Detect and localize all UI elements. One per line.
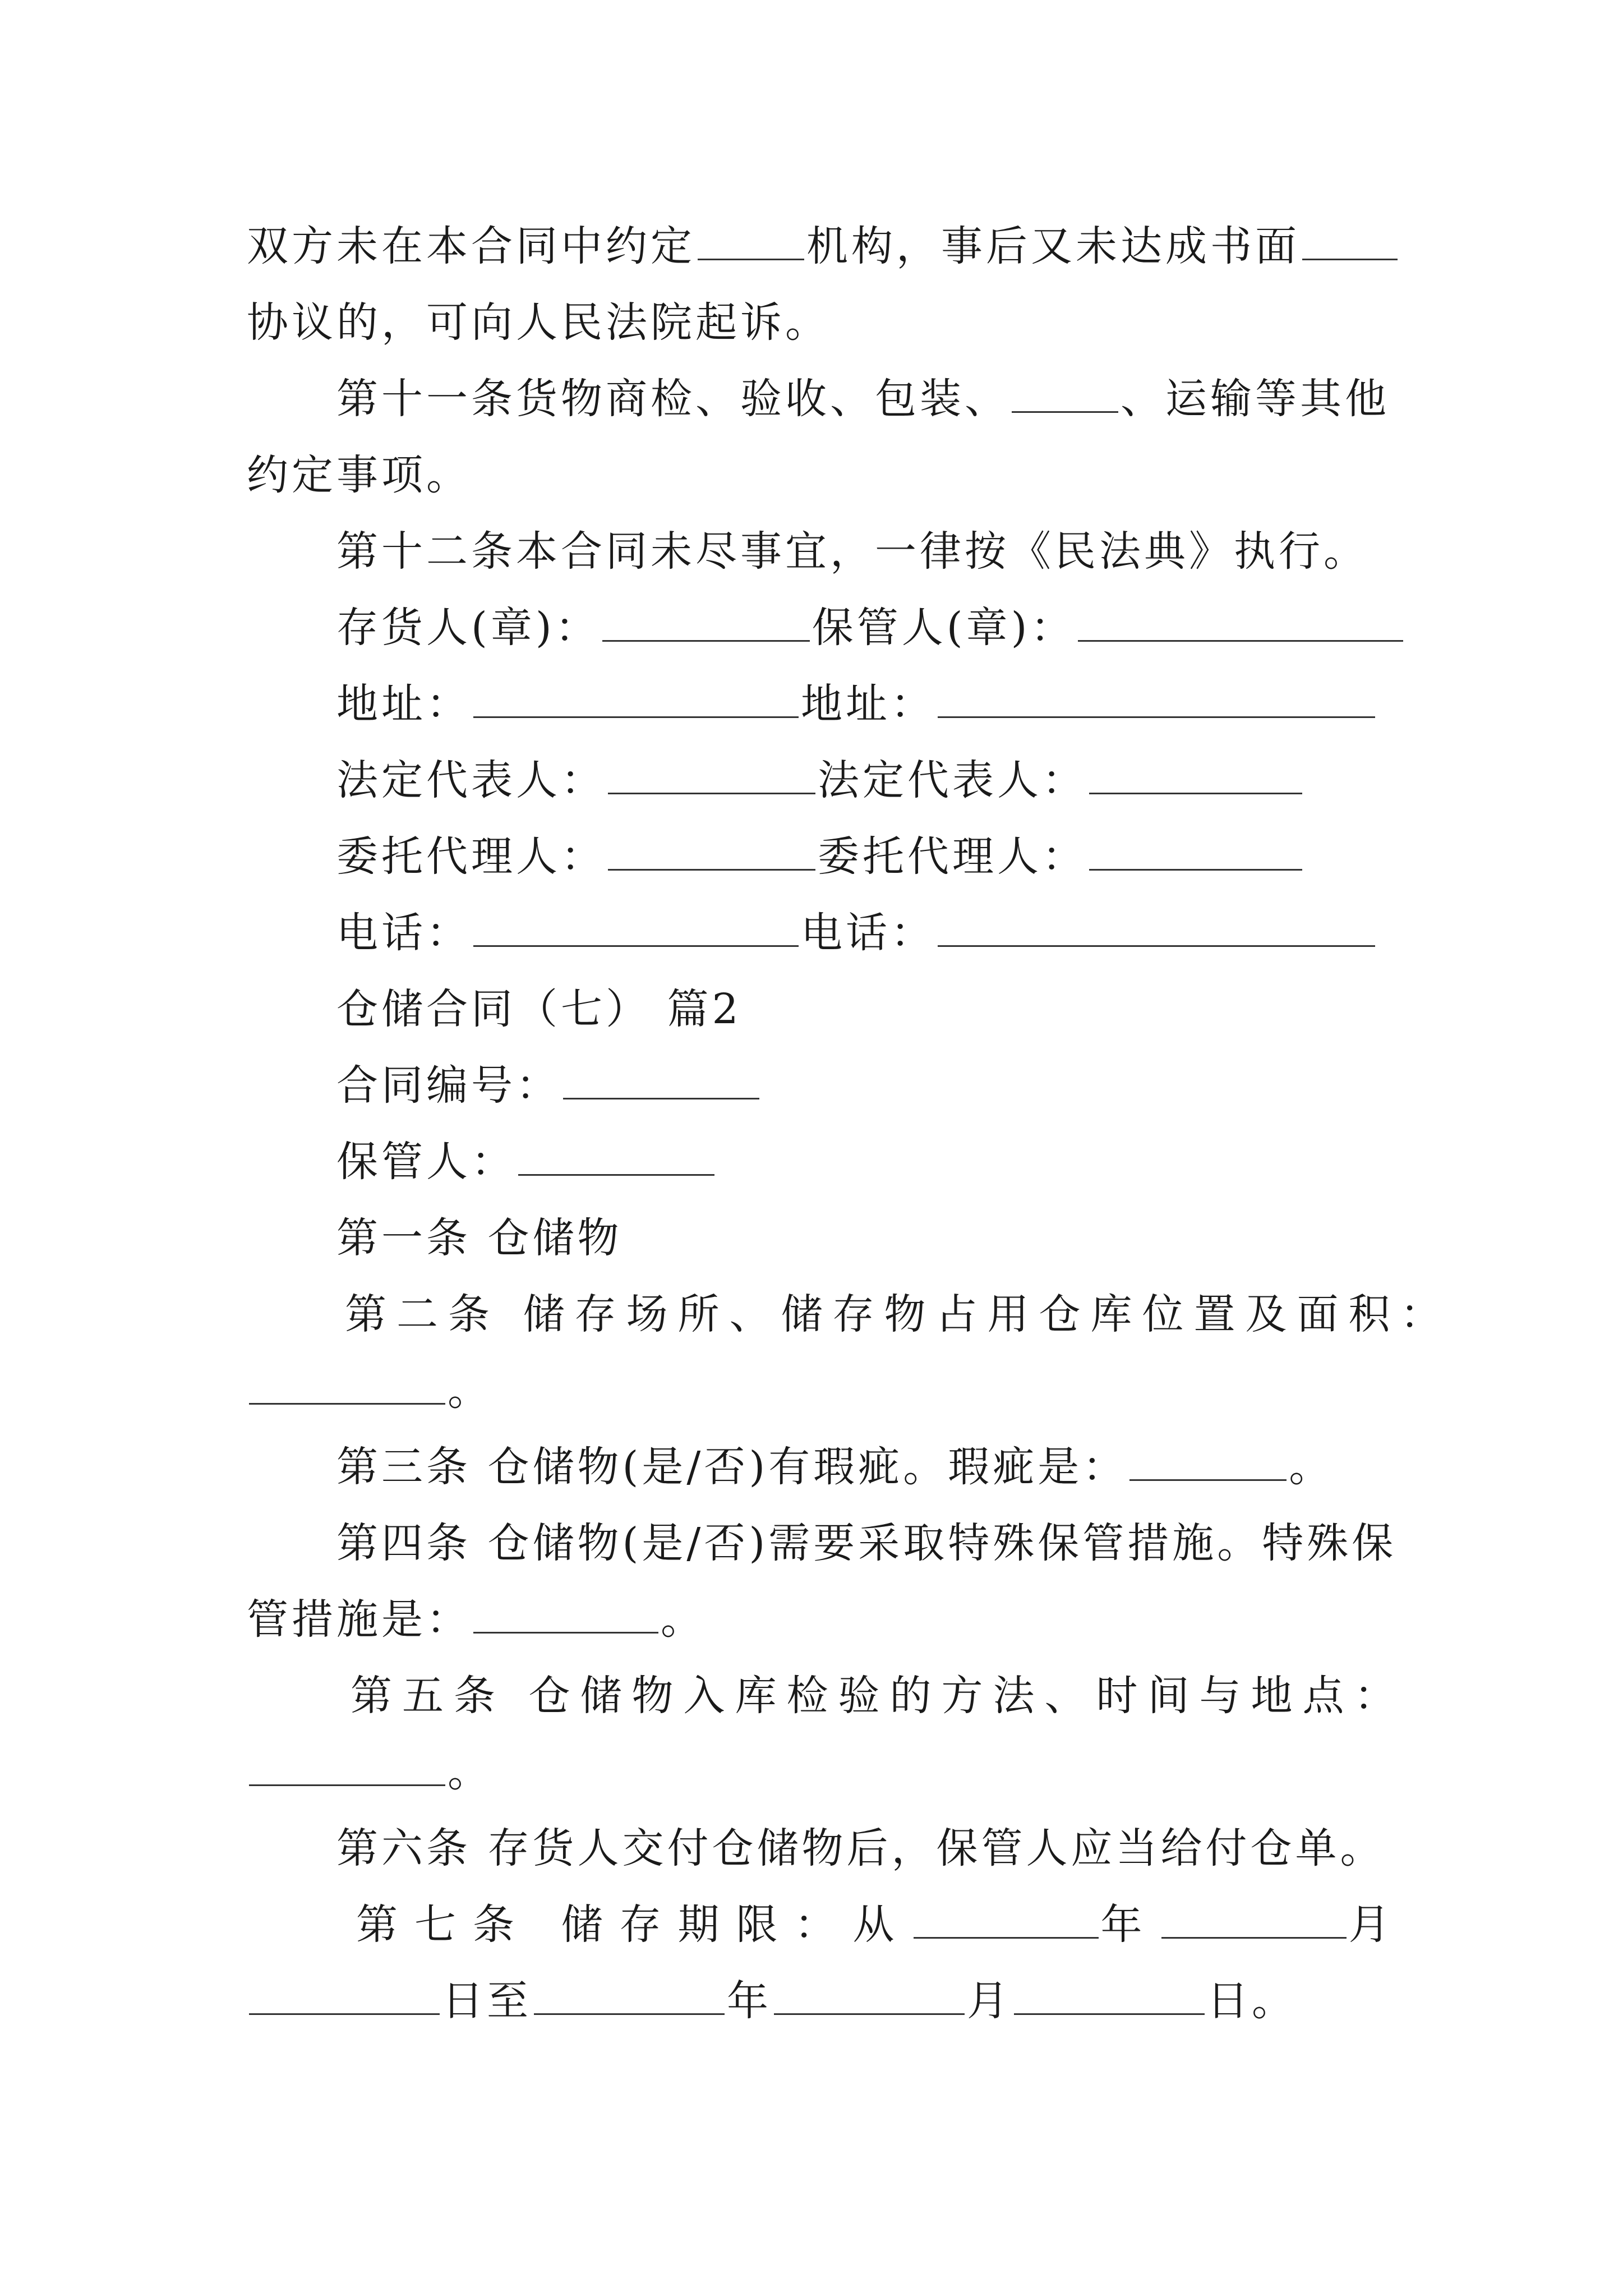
text: 第十二条本合同未尽事宜，一律按《民法典》执行。 [336,527,1368,576]
blank-field [608,866,815,871]
blank-field [249,2010,440,2015]
text: 第五条 仓储物入库检验的方法、时间与地点： [351,1672,1406,1720]
text: 年 [727,1977,772,2025]
label: 地址： [336,680,471,728]
signature-row-legal-rep [336,756,1304,804]
article-3 [336,1443,1334,1491]
custodian-row [336,1138,717,1186]
text: 机构，事后又未达成书面 [806,222,1300,270]
label: 存货人(章)： [336,604,600,652]
blank-field [473,713,799,718]
text: 。 [448,1748,492,1796]
article-5 [351,1672,1406,1720]
blank-field [534,2010,725,2015]
blank-field [938,942,1375,947]
paragraph-line [247,451,471,499]
text: 第四条 仓储物(是/否)需要采取特殊保管措施。特殊保 [336,1519,1397,1567]
blank-field [249,1781,445,1786]
text: 年 [1100,1901,1159,1949]
article-6 [336,1824,1385,1872]
signature-row-depositor [336,604,1405,652]
text: 日。 [1207,1977,1297,2025]
paragraph-line [247,1595,706,1644]
blank-field [1089,789,1302,794]
label: 委托代理人： [818,832,1087,881]
text: 、运输等其他 [1121,375,1390,423]
text: 第一条 仓储物 [336,1214,623,1262]
paragraph-line [247,1366,492,1415]
blank-field [473,942,799,947]
article-11 [336,375,1390,423]
blank-field [602,637,810,642]
article-12 [336,527,1368,576]
blank-field [1089,866,1302,871]
text: 月 [1348,1901,1407,1949]
paragraph-line [247,298,830,347]
blank-field [938,713,1375,718]
label: 保管人(章)： [811,604,1076,652]
text: 第七条 储存期限：从 [356,1901,911,1949]
blank-field [774,2010,965,2015]
text: 约定事项。 [247,451,471,499]
text: 双方未在本合同中约定 [247,222,695,270]
label: 保管人： [336,1138,516,1186]
text: 第六条 存货人交付仓储物后，保管人应当给付仓单。 [336,1824,1385,1872]
blank-field [1161,1934,1347,1939]
blank-field [1129,1476,1287,1481]
article-1 [336,1214,623,1262]
blank-field [914,1934,1099,1939]
text: 。 [1289,1443,1334,1491]
paragraph-line [247,1977,1297,2025]
label: 合同编号： [336,1061,561,1110]
paragraph-line [247,222,1400,270]
blank-field [1302,255,1398,260]
signature-row-agent [336,832,1304,881]
article-4 [336,1519,1397,1567]
section-heading [336,985,742,1033]
paragraph-line [247,1748,492,1796]
label: 电话： [801,909,935,957]
heading-text: 仓储合同（七） 篇2 [336,985,742,1033]
label: 委托代理人： [336,832,606,881]
text: 第十一条货物商检、验收、包装、 [336,375,1009,423]
label: 法定代表人： [336,756,606,804]
blank-field [1014,2010,1205,2015]
text: 日至 [442,1977,532,2025]
label: 法定代表人： [818,756,1087,804]
signature-row-address [336,680,1377,728]
blank-field [563,1094,759,1099]
label: 电话： [336,909,471,957]
article-2 [345,1290,1452,1338]
blank-field [1078,637,1403,642]
blank-field [249,1400,445,1405]
text: 第三条 仓储物(是/否)有瑕疵。瑕疵是： [336,1443,1128,1491]
text: 。 [661,1595,706,1644]
text: 第二条 储存场所、储存物占用仓库位置及面积： [345,1290,1452,1338]
article-7 [356,1901,1407,1949]
label: 地址： [801,680,935,728]
text: 月 [967,1977,1012,2025]
text: 管措施是： [247,1595,471,1644]
blank-field [518,1171,714,1176]
text: 协议的，可向人民法院起诉。 [247,298,830,347]
text: 。 [448,1366,492,1415]
blank-field [698,255,804,260]
blank-field [473,1628,658,1634]
blank-field [1012,408,1118,413]
blank-field [608,789,815,794]
contract-number-row [336,1061,762,1110]
signature-row-phone [336,909,1377,957]
